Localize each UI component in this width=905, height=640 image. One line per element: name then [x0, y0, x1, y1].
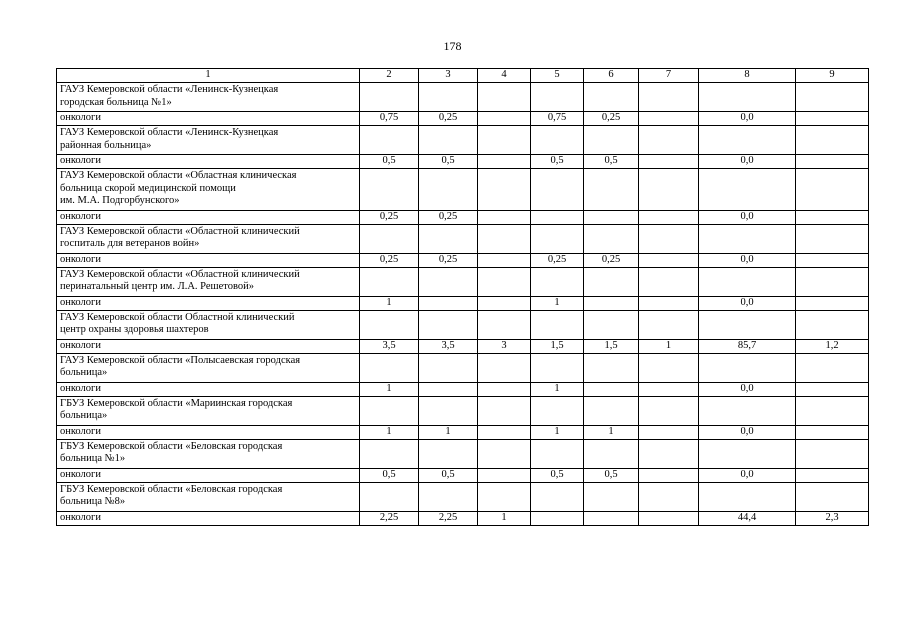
empty-cell — [360, 310, 419, 339]
value-cell: 0,5 — [531, 468, 584, 482]
page-number: 178 — [443, 39, 462, 53]
value-cell: 0,25 — [419, 112, 478, 126]
value-cell — [639, 112, 699, 126]
empty-cell — [419, 169, 478, 211]
empty-cell — [419, 126, 478, 155]
empty-cell — [360, 439, 419, 468]
organization-name-cell — [57, 126, 360, 155]
value-cell: 0,5 — [531, 155, 584, 169]
value-cell — [478, 382, 531, 396]
organization-row — [57, 83, 869, 112]
specialty-name: онкологи — [57, 511, 360, 525]
header-cell: 2 — [360, 69, 419, 83]
value-cell — [796, 382, 869, 396]
header-cell: 1 — [57, 69, 360, 83]
organization-name-cell — [57, 83, 360, 112]
empty-cell — [584, 83, 639, 112]
empty-cell — [531, 353, 584, 382]
empty-cell — [419, 482, 478, 511]
empty-cell — [796, 482, 869, 511]
empty-cell — [478, 169, 531, 211]
empty-cell — [699, 83, 796, 112]
specialty-row — [57, 382, 869, 396]
empty-cell — [584, 353, 639, 382]
organization-name: ГАУЗ Кемеровской области «Ленинск-Кузнецкая городская больница №1» — [60, 84, 279, 108]
staffing-table — [56, 68, 869, 526]
header-cell: 4 — [478, 69, 531, 83]
empty-cell — [796, 439, 869, 468]
value-cell — [584, 210, 639, 224]
empty-cell — [419, 224, 478, 253]
organization-name: ГАУЗ Кемеровской области «Областная клиническая больница скорой медицинской помощи им. М.А. Подгорбунского» — [60, 170, 297, 206]
table-body — [57, 69, 869, 526]
organization-name-cell — [57, 396, 360, 425]
value-cell — [639, 155, 699, 169]
value-cell: 0,25 — [360, 253, 419, 267]
header-cell: 5 — [531, 69, 584, 83]
value-cell — [478, 155, 531, 169]
organization-name-cell — [57, 169, 360, 211]
empty-cell — [531, 267, 584, 296]
specialty-row — [57, 210, 869, 224]
empty-cell — [360, 169, 419, 211]
value-cell: 0,5 — [584, 155, 639, 169]
empty-cell — [796, 353, 869, 382]
specialty-name: онкологи — [57, 155, 360, 169]
value-cell: 0,5 — [360, 155, 419, 169]
value-cell: 85,7 — [699, 339, 796, 353]
organization-name: ГАУЗ Кемеровской области Областной клинический центр охраны здоровья шахтеров — [60, 311, 295, 335]
value-cell — [584, 382, 639, 396]
value-cell: 3 — [478, 339, 531, 353]
empty-cell — [796, 169, 869, 211]
organization-name: ГАУЗ Кемеровской области «Полысаевская городская больница» — [60, 354, 301, 378]
empty-cell — [639, 267, 699, 296]
empty-cell — [478, 396, 531, 425]
empty-cell — [419, 439, 478, 468]
value-cell — [419, 382, 478, 396]
empty-cell — [531, 83, 584, 112]
empty-cell — [699, 267, 796, 296]
empty-cell — [531, 310, 584, 339]
value-cell: 1 — [639, 339, 699, 353]
organization-name-cell — [57, 310, 360, 339]
value-cell: 0,5 — [419, 468, 478, 482]
empty-cell — [584, 439, 639, 468]
value-cell — [639, 253, 699, 267]
empty-cell — [639, 482, 699, 511]
value-cell: 1 — [360, 296, 419, 310]
value-cell: 1 — [531, 425, 584, 439]
specialty-row — [57, 112, 869, 126]
value-cell — [639, 210, 699, 224]
empty-cell — [584, 224, 639, 253]
empty-cell — [478, 83, 531, 112]
value-cell: 44,4 — [699, 511, 796, 525]
value-cell — [796, 425, 869, 439]
specialty-row — [57, 155, 869, 169]
value-cell: 0,25 — [419, 253, 478, 267]
header-cell: 9 — [796, 69, 869, 83]
empty-cell — [639, 310, 699, 339]
empty-cell — [639, 169, 699, 211]
empty-cell — [478, 126, 531, 155]
value-cell: 1 — [360, 425, 419, 439]
value-cell — [639, 511, 699, 525]
organization-row — [57, 169, 869, 211]
empty-cell — [639, 126, 699, 155]
organization-name-cell — [57, 353, 360, 382]
organization-name-cell — [57, 482, 360, 511]
organization-row — [57, 396, 869, 425]
empty-cell — [531, 396, 584, 425]
value-cell: 1 — [360, 382, 419, 396]
empty-cell — [584, 396, 639, 425]
empty-cell — [796, 224, 869, 253]
value-cell: 0,25 — [531, 253, 584, 267]
specialty-name: онкологи — [57, 468, 360, 482]
empty-cell — [419, 353, 478, 382]
value-cell: 2,3 — [796, 511, 869, 525]
value-cell: 0,5 — [584, 468, 639, 482]
organization-name: ГАУЗ Кемеровской области «Областной клинический перинатальный центр им. Л.А. Решетовой» — [60, 268, 300, 292]
organization-row — [57, 439, 869, 468]
empty-cell — [360, 482, 419, 511]
empty-cell — [478, 353, 531, 382]
specialty-name: онкологи — [57, 253, 360, 267]
value-cell: 0,5 — [360, 468, 419, 482]
value-cell: 3,5 — [419, 339, 478, 353]
value-cell: 1,2 — [796, 339, 869, 353]
empty-cell — [699, 224, 796, 253]
value-cell: 0,0 — [699, 468, 796, 482]
value-cell: 1 — [531, 296, 584, 310]
value-cell: 0,0 — [699, 296, 796, 310]
value-cell — [478, 425, 531, 439]
value-cell: 2,25 — [419, 511, 478, 525]
value-cell: 0,5 — [419, 155, 478, 169]
organization-name-cell — [57, 439, 360, 468]
header-row — [57, 69, 869, 83]
value-cell: 0,25 — [584, 253, 639, 267]
empty-cell — [584, 310, 639, 339]
value-cell: 1 — [419, 425, 478, 439]
empty-cell — [584, 267, 639, 296]
empty-cell — [639, 439, 699, 468]
value-cell: 0,25 — [584, 112, 639, 126]
empty-cell — [699, 396, 796, 425]
empty-cell — [699, 126, 796, 155]
value-cell: 3,5 — [360, 339, 419, 353]
specialty-row — [57, 425, 869, 439]
specialty-row — [57, 339, 869, 353]
value-cell — [796, 112, 869, 126]
value-cell — [531, 210, 584, 224]
organization-name-cell — [57, 267, 360, 296]
empty-cell — [360, 126, 419, 155]
empty-cell — [531, 169, 584, 211]
organization-row — [57, 353, 869, 382]
organization-name: ГБУЗ Кемеровской области «Беловская городская больница №1» — [60, 440, 283, 464]
specialty-row — [57, 296, 869, 310]
empty-cell — [419, 267, 478, 296]
empty-cell — [478, 482, 531, 511]
value-cell — [796, 155, 869, 169]
value-cell — [639, 382, 699, 396]
value-cell: 1 — [531, 382, 584, 396]
empty-cell — [360, 396, 419, 425]
empty-cell — [699, 169, 796, 211]
specialty-name: онкологи — [57, 339, 360, 353]
value-cell — [419, 296, 478, 310]
value-cell — [584, 511, 639, 525]
value-cell: 1,5 — [531, 339, 584, 353]
empty-cell — [699, 482, 796, 511]
empty-cell — [360, 267, 419, 296]
value-cell: 0,75 — [360, 112, 419, 126]
value-cell: 1 — [584, 425, 639, 439]
value-cell — [639, 296, 699, 310]
specialty-name: онкологи — [57, 112, 360, 126]
value-cell — [478, 112, 531, 126]
empty-cell — [699, 439, 796, 468]
empty-cell — [478, 439, 531, 468]
empty-cell — [478, 310, 531, 339]
value-cell — [478, 210, 531, 224]
empty-cell — [419, 310, 478, 339]
value-cell: 0,0 — [699, 382, 796, 396]
value-cell — [478, 468, 531, 482]
organization-name-cell — [57, 224, 360, 253]
value-cell: 1 — [478, 511, 531, 525]
value-cell — [531, 511, 584, 525]
empty-cell — [419, 396, 478, 425]
value-cell: 0,0 — [699, 155, 796, 169]
empty-cell — [360, 83, 419, 112]
header-cell: 3 — [419, 69, 478, 83]
empty-cell — [531, 439, 584, 468]
empty-cell — [796, 396, 869, 425]
value-cell: 0,0 — [699, 425, 796, 439]
specialty-name: онкологи — [57, 425, 360, 439]
empty-cell — [478, 267, 531, 296]
value-cell: 0,25 — [360, 210, 419, 224]
empty-cell — [360, 353, 419, 382]
empty-cell — [639, 83, 699, 112]
empty-cell — [796, 83, 869, 112]
empty-cell — [478, 224, 531, 253]
specialty-row — [57, 468, 869, 482]
empty-cell — [639, 396, 699, 425]
empty-cell — [584, 169, 639, 211]
specialty-name: онкологи — [57, 382, 360, 396]
value-cell: 2,25 — [360, 511, 419, 525]
value-cell — [478, 253, 531, 267]
value-cell — [796, 296, 869, 310]
value-cell: 0,0 — [699, 253, 796, 267]
empty-cell — [639, 224, 699, 253]
organization-name: ГБУЗ Кемеровской области «Беловская городская больница №8» — [60, 483, 283, 507]
empty-cell — [796, 267, 869, 296]
value-cell: 0,75 — [531, 112, 584, 126]
empty-cell — [584, 482, 639, 511]
empty-cell — [531, 224, 584, 253]
value-cell: 1,5 — [584, 339, 639, 353]
organization-name: ГБУЗ Кемеровской области «Мариинская городская больница» — [60, 397, 293, 421]
empty-cell — [584, 126, 639, 155]
organization-row — [57, 126, 869, 155]
empty-cell — [360, 224, 419, 253]
header-cell: 6 — [584, 69, 639, 83]
value-cell: 0,25 — [419, 210, 478, 224]
value-cell — [796, 468, 869, 482]
empty-cell — [639, 353, 699, 382]
empty-cell — [699, 310, 796, 339]
organization-row — [57, 224, 869, 253]
specialty-row — [57, 253, 869, 267]
empty-cell — [699, 353, 796, 382]
organization-row — [57, 267, 869, 296]
empty-cell — [796, 310, 869, 339]
empty-cell — [419, 83, 478, 112]
value-cell — [796, 253, 869, 267]
value-cell — [584, 296, 639, 310]
value-cell — [639, 468, 699, 482]
specialty-name: онкологи — [57, 296, 360, 310]
organization-name: ГАУЗ Кемеровской области «Ленинск-Кузнецкая районная больница» — [60, 127, 279, 151]
value-cell: 0,0 — [699, 210, 796, 224]
empty-cell — [531, 482, 584, 511]
organization-name: ГАУЗ Кемеровской области «Областной клинический госпиталь для ветеранов войн» — [60, 225, 300, 249]
empty-cell — [531, 126, 584, 155]
organization-row — [57, 482, 869, 511]
value-cell — [796, 210, 869, 224]
value-cell: 0,0 — [699, 112, 796, 126]
value-cell — [639, 425, 699, 439]
specialty-name: онкологи — [57, 210, 360, 224]
header-cell: 7 — [639, 69, 699, 83]
organization-row — [57, 310, 869, 339]
value-cell — [478, 296, 531, 310]
specialty-row — [57, 511, 869, 525]
header-cell: 8 — [699, 69, 796, 83]
empty-cell — [796, 126, 869, 155]
